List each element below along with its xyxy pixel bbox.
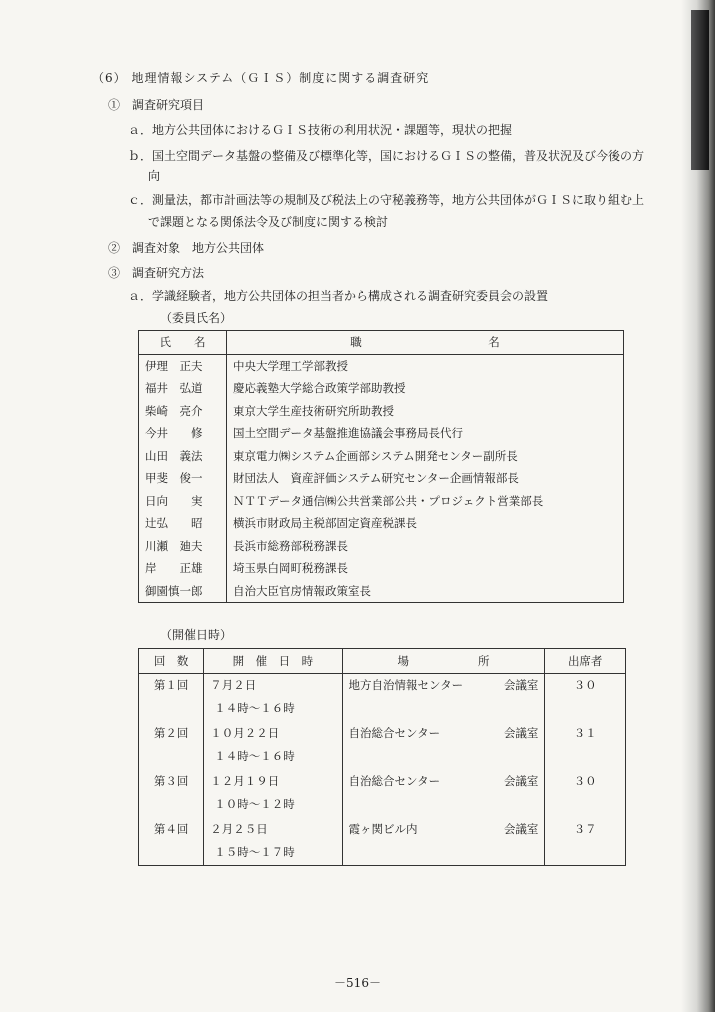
member-name: 山田 義法 xyxy=(139,445,227,468)
room-text: 会議室 xyxy=(503,773,539,788)
place-cell xyxy=(342,722,545,770)
member-name: 日向 実 xyxy=(139,490,227,513)
place-cell xyxy=(342,818,545,866)
header-position: 職 名 xyxy=(227,331,624,355)
round-cell: 第１回 xyxy=(139,674,204,722)
round-cell: 第３回 xyxy=(139,770,204,818)
item-research-method: ③ 調査研究方法 xyxy=(108,266,205,280)
binding-mark xyxy=(691,10,709,170)
header-round: 回 数 xyxy=(139,649,204,674)
table-row xyxy=(139,422,624,445)
member-position: 慶応義塾大学総合政策学部助教授 xyxy=(233,381,406,396)
attendees-cell: ３１ xyxy=(573,725,597,740)
dates-caption: （開催日時） xyxy=(160,628,233,642)
place-cell xyxy=(342,674,545,722)
place-cell xyxy=(342,770,545,818)
table-row xyxy=(139,512,624,535)
attendees-cell: ３０ xyxy=(573,773,597,788)
page-number: －516－ xyxy=(334,976,381,990)
method-a: ａ．学識経験者，地方公共団体の担当者から構成される調査研究委員会の設置 xyxy=(128,289,549,303)
table-row xyxy=(139,557,624,580)
member-position: 長浜市総務部税務課長 xyxy=(233,538,348,553)
header-datetime: 開 催 日 時 xyxy=(204,649,342,674)
section-heading: （6） 地理情報システム（ＧＩＳ）制度に関する調査研究 xyxy=(92,71,430,85)
datetime-cell xyxy=(204,722,342,770)
time-text: １０時～１２時 xyxy=(214,796,295,811)
member-name: 岸 正雄 xyxy=(139,557,227,580)
topic-b-line1: ｂ．国土空間データ基盤の整備及び標準化等，国におけるＧＩＳの整備，普及状況及び今後の方 xyxy=(128,149,645,163)
attendees-cell: ３７ xyxy=(573,821,597,836)
date-text: ２月２５日 xyxy=(210,821,268,836)
member-position: 東京電力㈱システム企画部システム開発センター副所長 xyxy=(233,448,518,463)
table-row xyxy=(139,722,626,770)
topic-b-line2: 向 xyxy=(148,169,161,183)
topic-c-line1: ｃ．測量法，都市計画法等の規制及び税法上の守秘義務等，地方公共団体がＧＩＳに取り組む上 xyxy=(128,193,645,207)
topic-c-line2: で課題となる関係法令及び制度に関する検討 xyxy=(148,215,389,229)
table-row xyxy=(139,674,626,722)
round-cell: 第２回 xyxy=(139,722,204,770)
members-table xyxy=(138,330,624,603)
member-name: 今井 修 xyxy=(139,422,227,445)
datetime-cell xyxy=(204,818,342,866)
place-text: 地方自治情報センター xyxy=(348,678,464,692)
schedule-table xyxy=(138,648,626,866)
time-text: １４時～１６時 xyxy=(214,748,295,763)
place-text: 霞ヶ関ビル内 xyxy=(348,821,418,836)
member-name: 御園慎一郎 xyxy=(139,580,227,603)
member-position: 自治大臣官房情報政策室長 xyxy=(233,583,371,598)
table-row xyxy=(139,818,626,866)
place-text: 自治総合センター xyxy=(348,725,441,740)
table-row xyxy=(139,535,624,558)
member-name: 伊理 正夫 xyxy=(139,354,227,377)
date-text: １０月２２日 xyxy=(210,725,280,740)
datetime-cell xyxy=(204,674,342,722)
place-text: 自治総合センター xyxy=(348,773,441,788)
table-row xyxy=(139,467,624,490)
table-row xyxy=(139,770,626,818)
date-text: １２月１９日 xyxy=(210,773,280,788)
date-text: ７月２日 xyxy=(210,678,257,692)
member-position: ＮＴＴデータ通信㈱公共営業部公共・プロジェクト営業部長 xyxy=(233,493,544,508)
members-caption: （委員氏名） xyxy=(160,311,233,325)
topic-a: ａ．地方公共団体におけるＧＩＳ技術の利用状況・課題等，現状の把握 xyxy=(128,123,513,137)
item-research-topics: ① 調査研究項目 xyxy=(108,98,205,112)
time-text: １４時～１６時 xyxy=(214,701,295,715)
table-row xyxy=(139,354,624,377)
item-research-target: ② 調査対象 地方公共団体 xyxy=(108,241,265,255)
member-name: 川瀬 廸夫 xyxy=(139,535,227,558)
time-text: １５時～１７時 xyxy=(214,844,295,859)
table-row xyxy=(139,445,624,468)
datetime-cell xyxy=(204,770,342,818)
member-name: 福井 弘道 xyxy=(139,377,227,400)
header-place: 場 所 xyxy=(342,649,545,674)
round-cell: 第４回 xyxy=(139,818,204,866)
table-row xyxy=(139,377,624,400)
member-name: 辻弘 昭 xyxy=(139,512,227,535)
member-position: 埼玉県白岡町税務課長 xyxy=(233,561,348,576)
member-name: 柴崎 亮介 xyxy=(139,400,227,423)
member-name: 甲斐 俊一 xyxy=(139,467,227,490)
member-position: 東京大学生産技術研究所助教授 xyxy=(233,403,394,418)
member-position: 財団法人 資産評価システム研究センター企画情報部長 xyxy=(233,471,519,486)
table-row xyxy=(139,490,624,513)
table-row xyxy=(139,580,624,603)
room-text: 会議室 xyxy=(503,821,539,836)
member-position: 国土空間データ基盤推進協議会事務局長代行 xyxy=(233,426,463,441)
attendees-cell: ３０ xyxy=(573,678,597,692)
member-position: 横浜市財政局主税部固定資産税課長 xyxy=(233,516,417,531)
schedule-header-row xyxy=(139,649,626,674)
room-text: 会議室 xyxy=(503,725,539,740)
member-position: 中央大学理工学部教授 xyxy=(233,358,348,373)
members-header-row xyxy=(139,331,624,355)
header-attendees: 出席者 xyxy=(545,649,626,674)
room-text: 会議室 xyxy=(503,678,539,692)
header-name: 氏 名 xyxy=(139,331,227,355)
table-row xyxy=(139,400,624,423)
